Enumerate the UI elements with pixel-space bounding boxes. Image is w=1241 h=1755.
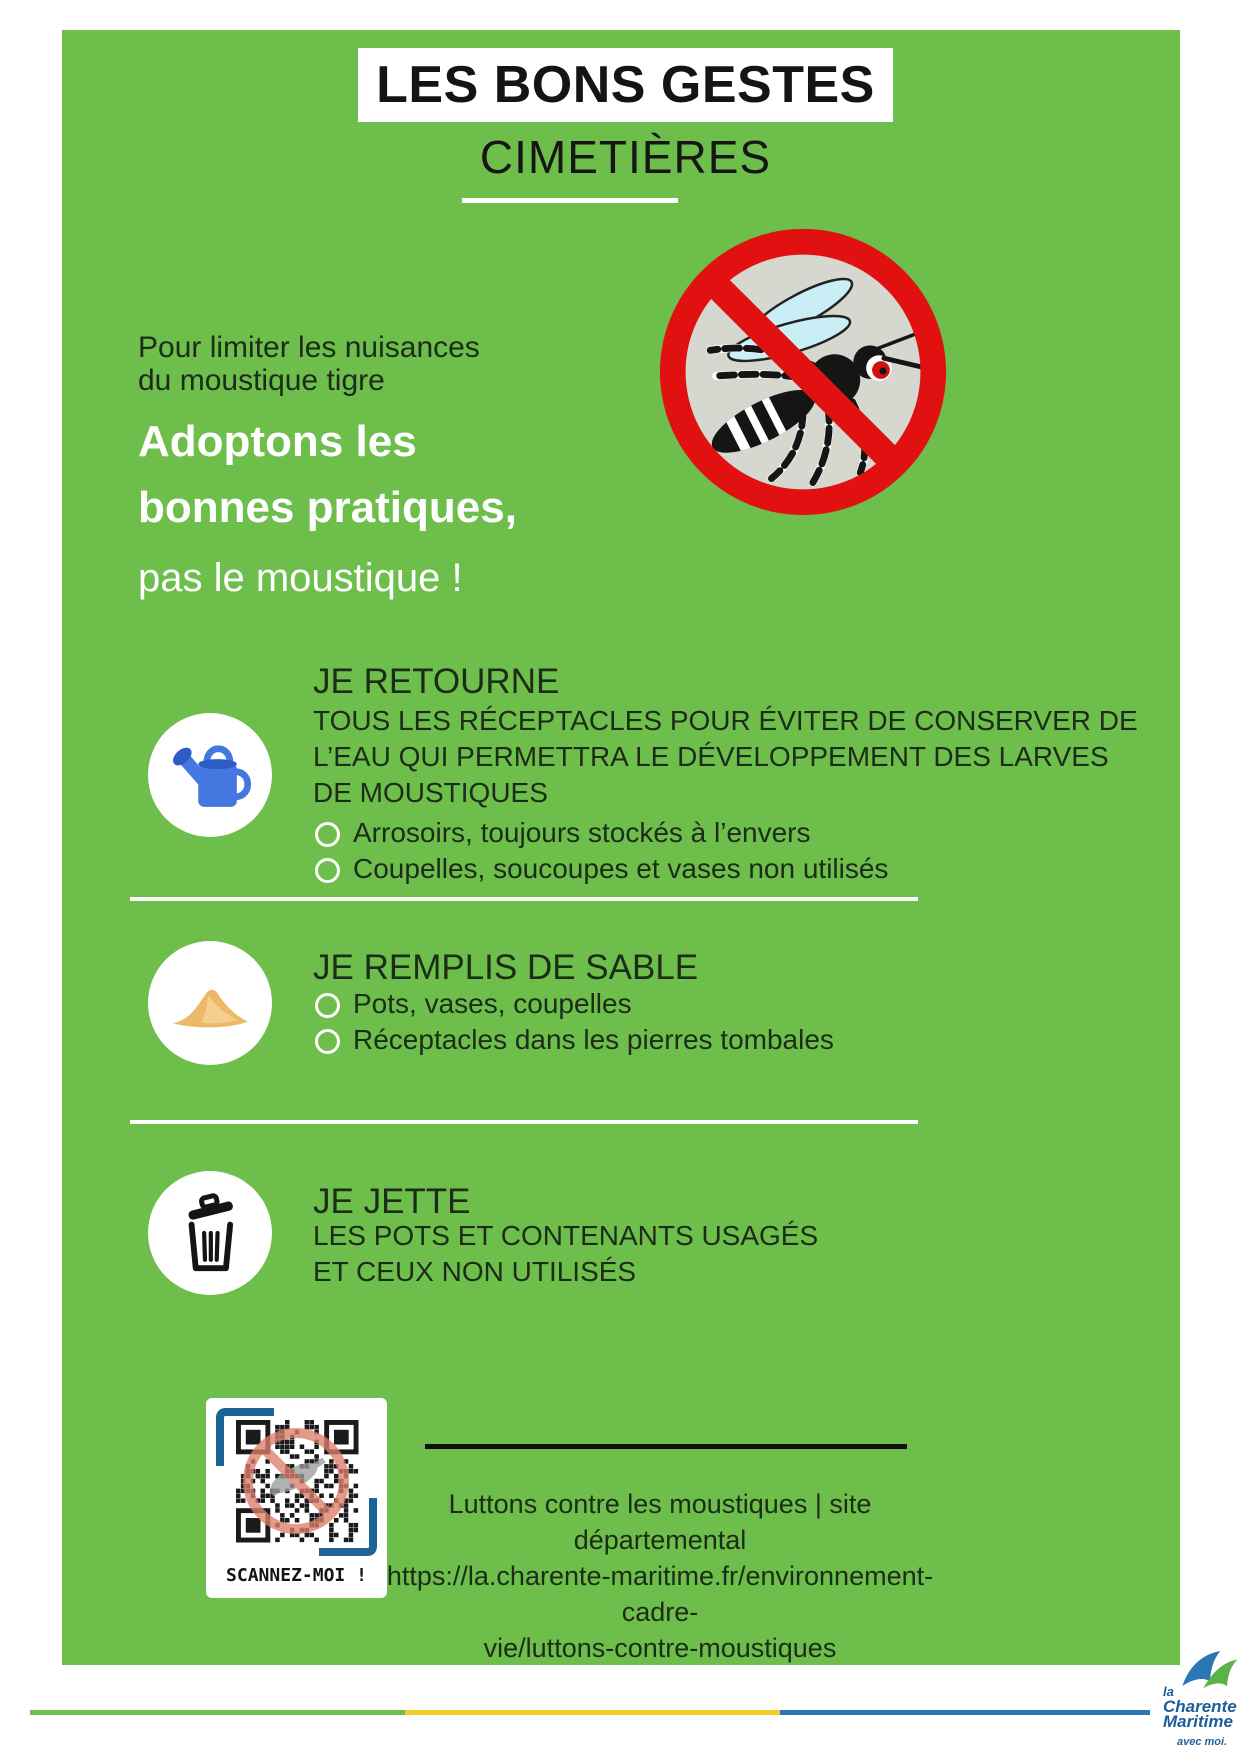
circle-bullet-icon: [315, 858, 340, 883]
footer-line: Luttons contre les moustiques | site départemental: [448, 1489, 872, 1555]
title-band: [358, 48, 893, 122]
sand-pile-icon: [148, 941, 272, 1065]
trash-can-icon: [158, 1181, 262, 1285]
circle-bullet-icon: [315, 822, 340, 847]
bottom-stripe-yellow: [405, 1710, 780, 1715]
section-heading: JE RETOURNE: [313, 662, 560, 701]
intro-emphasis-line: bonnes pratiques,: [138, 483, 517, 532]
charente-maritime-logo: [1155, 1650, 1241, 1750]
watering-can-icon: [158, 723, 262, 827]
brand-wordmark: [1163, 1684, 1237, 1729]
qr-caption: SCANNEZ-MOI !: [226, 1565, 367, 1586]
bullet-item: [313, 817, 811, 849]
footer-url-line: https://la.charente-maritime.fr/environnement-cadre-: [386, 1561, 934, 1627]
footer-text: [360, 1486, 960, 1666]
brand-word: la: [1163, 1684, 1174, 1699]
bottom-stripe-green: [30, 1710, 405, 1715]
section-body: [313, 1218, 818, 1290]
section-heading: JE REMPLIS DE SABLE: [313, 948, 699, 987]
bullet-text: Réceptacles dans les pierres tombales: [353, 1024, 834, 1055]
brand-tagline: avec moi.: [1177, 1736, 1228, 1748]
no-mosquito-sign-icon: [655, 224, 951, 520]
section-heading: JE JETTE: [313, 1182, 471, 1221]
section-body-line: TOUS LES RÉCEPTACLES POUR ÉVITER DE CONSERVER DE: [313, 705, 1138, 736]
intro-line: Pour limiter les nuisances: [138, 331, 480, 364]
section-body-line: L’EAU QUI PERMETTRA LE DÉVELOPPEMENT DES LARVES: [313, 741, 1109, 772]
circle-bullet-icon: [315, 1029, 340, 1054]
trash-can-icon: [148, 1171, 272, 1295]
bullet-text: Coupelles, soucoupes et vases non utilisés: [353, 853, 889, 884]
section-body-line: LES POTS ET CONTENANTS USAGÉS: [313, 1220, 819, 1251]
section-divider: [130, 1120, 918, 1124]
subtitle-underline: [462, 198, 678, 203]
bullet-item: [313, 988, 632, 1020]
intro-emphasis-line: pas le moustique !: [138, 556, 463, 600]
intro-text: [138, 331, 480, 397]
footer-rule: [425, 1444, 907, 1449]
watering-can-icon: [148, 713, 272, 837]
section-body: [313, 703, 1138, 811]
sand-pile-icon: [158, 951, 262, 1055]
bullet-text: Arrosoirs, toujours stockés à l’envers: [353, 817, 811, 848]
brand-word: Maritime: [1163, 1712, 1233, 1731]
page-title: LES BONS GESTES: [376, 56, 875, 114]
bottom-stripe-blue: [780, 1710, 1150, 1715]
intro-emphasis-line: Adoptons les: [138, 417, 417, 466]
section-body-line: DE MOUSTIQUES: [313, 777, 548, 808]
bullet-text: Pots, vases, coupelles: [353, 988, 632, 1019]
footer-url-line: vie/luttons-contre-moustiques: [483, 1633, 837, 1663]
section-body-line: ET CEUX NON UTILISÉS: [313, 1256, 637, 1287]
bullet-item: [313, 853, 888, 885]
brand-word: Charente: [1163, 1697, 1237, 1716]
intro-line: du moustique tigre: [138, 364, 385, 397]
birds-icon: [1175, 1650, 1241, 1688]
page-subtitle: CIMETIÈRES: [479, 131, 772, 183]
section-divider: [130, 897, 918, 901]
circle-bullet-icon: [315, 993, 340, 1018]
bullet-item: [313, 1024, 834, 1056]
